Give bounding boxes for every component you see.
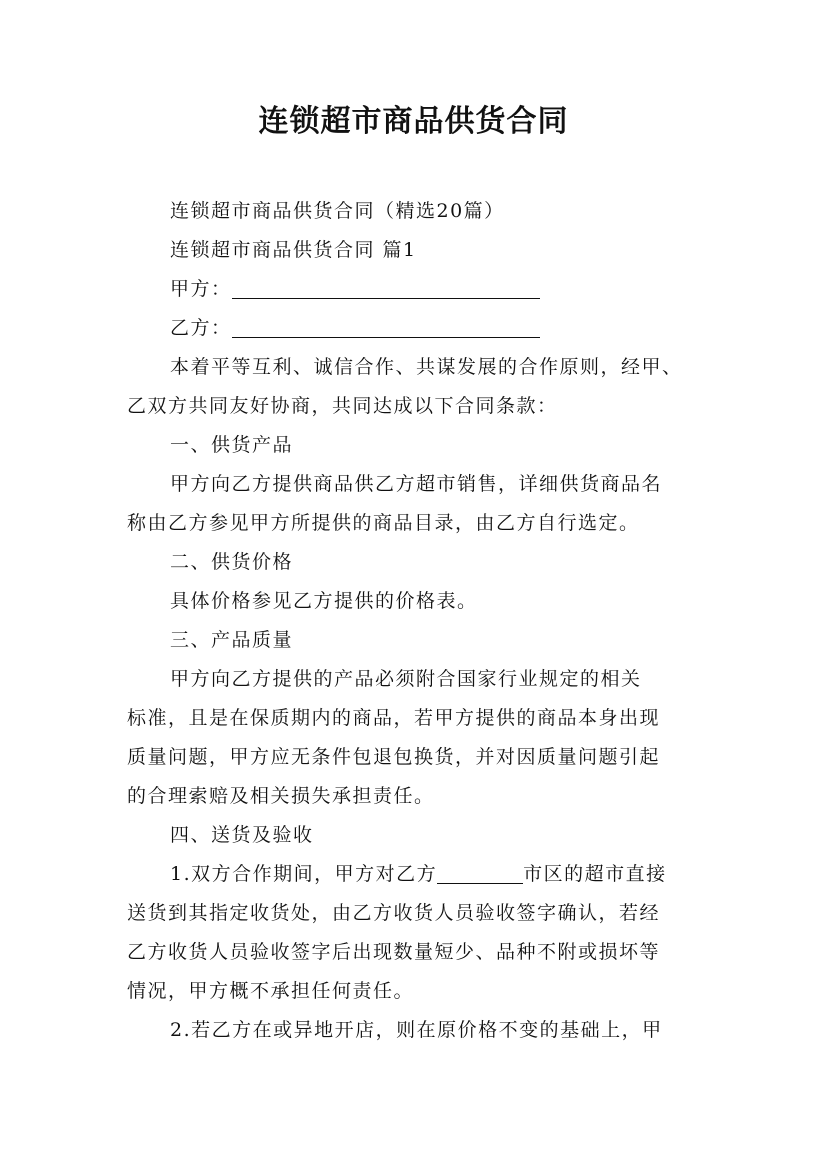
section-4-para-1-line-1	[127, 855, 703, 894]
section-1-heading: 一、供货产品	[170, 434, 294, 456]
section-1-line-1: 甲方向乙方提供商品供乙方超市销售，详细供货商品名	[170, 473, 663, 495]
section-2-heading: 二、供货价格	[170, 551, 294, 573]
party-a-blank	[232, 276, 540, 299]
section-4-heading: 四、送货及验收	[170, 824, 314, 846]
party-a-line	[127, 270, 703, 309]
party-b-blank	[232, 315, 540, 338]
section-4-para-1-line-4: 情况，甲方概不承担任何责任。	[127, 980, 415, 1002]
document-subtitle: 连锁超市商品供货合同（精选20篇）	[170, 200, 505, 222]
section-4-para-1-text-b: 市区的超市直接	[523, 863, 667, 885]
city-blank	[437, 861, 523, 884]
section-3-heading: 三、产品质量	[170, 629, 294, 651]
section-3-line-4: 的合理索赔及相关损失承担责任。	[127, 785, 435, 807]
party-b-label: 乙方：	[170, 317, 232, 339]
party-a-label: 甲方：	[170, 278, 232, 300]
party-b-line	[127, 309, 703, 348]
section-4-para-1-line-2: 送货到其指定收货处，由乙方收货人员验收签字确认，若经	[127, 902, 661, 924]
section-2-line-1: 具体价格参见乙方提供的价格表。	[170, 590, 478, 612]
section-4-para-1-text-a: 1.双方合作期间，甲方对乙方	[170, 863, 438, 885]
part-heading: 连锁超市商品供货合同 篇1	[170, 239, 417, 261]
document-title: 连锁超市商品供货合同	[258, 104, 569, 139]
section-1-line-2: 称由乙方参见甲方所提供的商品目录，由乙方自行选定。	[127, 512, 640, 534]
intro-line-1: 本着平等互利、诚信合作、共谋发展的合作原则，经甲、	[170, 356, 683, 378]
section-3-line-3: 质量问题，甲方应无条件包退包换货，并对因质量问题引起	[127, 746, 661, 768]
section-3-line-1: 甲方向乙方提供的产品必须附合国家行业规定的相关	[170, 668, 642, 690]
document-body	[127, 192, 703, 1050]
section-4-para-1-line-3: 乙方收货人员验收签字后出现数量短少、品种不附或损坏等	[127, 941, 661, 963]
intro-line-2: 乙双方共同友好协商，共同达成以下合同条款：	[127, 395, 558, 417]
section-4-para-2-line-1: 2.若乙方在或异地开店，则在原价格不变的基础上，甲	[170, 1019, 663, 1041]
section-3-line-2: 标准，且是在保质期内的商品，若甲方提供的商品本身出现	[127, 707, 661, 729]
